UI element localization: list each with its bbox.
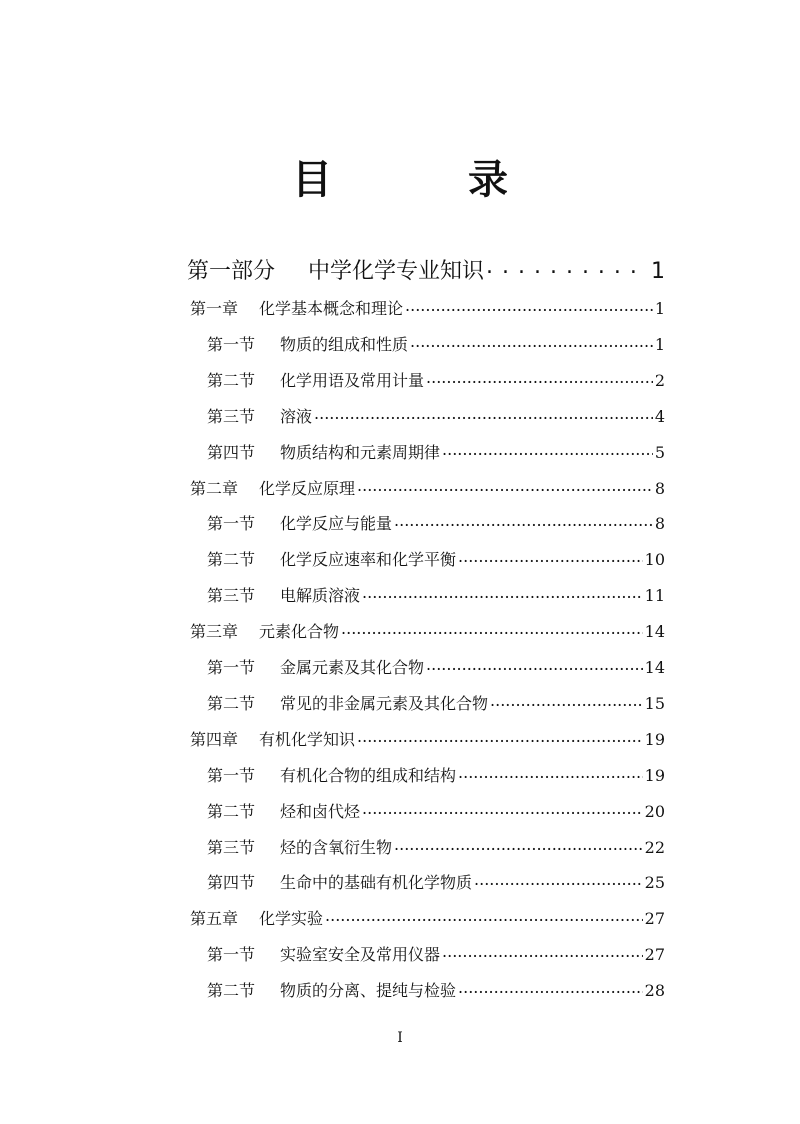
dot-leader: [486, 256, 643, 278]
section-title: 物质结构和元素周期律: [280, 442, 441, 462]
toc-section-entry[interactable]: [207, 332, 665, 355]
section-page-number: 20: [644, 801, 665, 821]
dot-leader: [325, 908, 643, 924]
chapter-title: 化学反应原理: [259, 478, 356, 498]
section-number: 第三节: [207, 586, 256, 606]
toc-section-entry[interactable]: [207, 942, 665, 965]
chapter-title: 元素化合物: [259, 622, 340, 642]
section-number: 第一节: [207, 514, 256, 534]
section-page-number: 25: [644, 873, 665, 893]
section-page-number: 14: [644, 658, 665, 677]
toc-chapter-entry[interactable]: [190, 906, 665, 929]
section-number: 第一节: [207, 945, 256, 965]
dot-leader: [410, 334, 653, 350]
toc-chapter-entry[interactable]: [190, 619, 665, 642]
dot-leader: [357, 729, 643, 745]
section-title: 物质的分离、提纯与检验: [280, 981, 457, 1001]
dot-leader: [442, 944, 643, 960]
dot-leader: [362, 801, 643, 817]
chapter-number: 第四章: [190, 729, 239, 749]
chapter-page-number: 8: [654, 478, 665, 498]
section-number: 第四节: [207, 873, 256, 893]
section-title: 溶液: [280, 406, 313, 426]
toc-part-entry[interactable]: [187, 254, 665, 285]
section-page-number: 19: [644, 765, 665, 785]
chapter-page-number: 27: [644, 909, 665, 929]
section-number: 第二节: [207, 370, 256, 390]
dot-leader: [458, 549, 643, 565]
toc-section-entry[interactable]: [207, 978, 665, 1001]
section-page-number: 10: [644, 550, 665, 570]
section-title: 化学用语及常用计量: [280, 370, 425, 390]
chapter-title: 化学实验: [259, 909, 324, 929]
chapter-title: 化学基本概念和理论: [259, 299, 404, 318]
toc-chapter-entry[interactable]: [190, 296, 665, 319]
section-title: 实验室安全及常用仪器: [280, 945, 441, 965]
dot-leader: [394, 513, 653, 529]
dot-leader: [357, 478, 653, 494]
toc-section-entry[interactable]: [207, 691, 665, 714]
toc-section-entry[interactable]: [207, 763, 665, 786]
section-number: 第二节: [207, 981, 256, 1001]
chapter-number: 第五章: [190, 909, 239, 929]
dot-leader: [490, 693, 643, 709]
toc-section-entry[interactable]: [207, 870, 665, 893]
part-number: 第一部分: [187, 259, 276, 284]
chapter-page-number: 1: [654, 299, 665, 318]
chapter-page-number: 19: [644, 729, 665, 749]
section-page-number: 28: [644, 981, 665, 1001]
section-number: 第二节: [207, 550, 256, 570]
section-title: 物质的组成和性质: [280, 334, 409, 354]
toc-section-entry[interactable]: [207, 440, 665, 463]
dot-leader: [426, 657, 643, 673]
dot-leader: [458, 765, 643, 781]
toc-section-entry[interactable]: [207, 511, 665, 534]
dot-leader: [458, 980, 643, 996]
toc-section-entry[interactable]: [207, 799, 665, 822]
toc-section-entry[interactable]: [207, 547, 665, 570]
toc-section-entry[interactable]: [207, 368, 665, 391]
page-title: 目 录: [292, 156, 556, 203]
section-number: 第一节: [207, 658, 256, 677]
toc-section-entry[interactable]: [207, 655, 665, 678]
section-page-number: 8: [654, 514, 665, 534]
section-title: 常见的非金属元素及其化合物: [280, 693, 489, 713]
dot-leader: [474, 872, 643, 888]
toc-section-entry[interactable]: [207, 583, 665, 606]
section-page-number: 4: [654, 406, 665, 426]
dot-leader: [341, 621, 643, 637]
section-page-number: 1: [654, 334, 665, 354]
dot-leader: [426, 370, 653, 386]
toc-section-entry[interactable]: [207, 835, 665, 858]
section-title: 烃的含氧衍生物: [280, 837, 393, 857]
section-title: 电解质溶液: [280, 586, 361, 606]
section-page-number: 5: [654, 442, 665, 462]
part-page-number: 1: [651, 259, 665, 284]
section-page-number: 22: [644, 837, 665, 857]
page-footer-number: I: [397, 1030, 403, 1046]
section-number: 第二节: [207, 801, 256, 821]
section-number: 第三节: [207, 406, 256, 426]
section-number: 第四节: [207, 442, 256, 462]
section-page-number: 2: [654, 370, 665, 390]
section-title: 金属元素及其化合物: [280, 658, 425, 677]
section-number: 第三节: [207, 837, 256, 857]
section-title: 生命中的基础有机化学物质: [280, 873, 473, 893]
section-page-number: 27: [644, 945, 665, 965]
section-number: 第一节: [207, 765, 256, 785]
chapter-number: 第三章: [190, 622, 239, 642]
section-title: 化学反应速率和化学平衡: [280, 550, 457, 570]
chapter-number: 第二章: [190, 478, 239, 498]
chapter-title: 有机化学知识: [259, 729, 356, 749]
section-number: 第二节: [207, 693, 256, 713]
section-title: 化学反应与能量: [280, 514, 393, 534]
part-title: 中学化学专业知识: [308, 259, 485, 284]
section-title: 烃和卤代烃: [280, 801, 361, 821]
section-number: 第一节: [207, 334, 256, 354]
dot-leader: [394, 837, 643, 853]
dot-leader: [442, 442, 653, 458]
dot-leader: [314, 406, 653, 422]
section-title: 有机化合物的组成和结构: [280, 765, 457, 785]
toc-chapter-entry[interactable]: [190, 727, 665, 750]
toc-chapter-entry[interactable]: [190, 476, 665, 499]
dot-leader: [405, 298, 653, 314]
chapter-page-number: 14: [644, 622, 665, 642]
dot-leader: [362, 585, 643, 601]
chapter-number: 第一章: [190, 299, 239, 318]
toc-section-entry[interactable]: [207, 404, 665, 427]
section-page-number: 11: [644, 586, 665, 606]
section-page-number: 15: [644, 693, 665, 713]
